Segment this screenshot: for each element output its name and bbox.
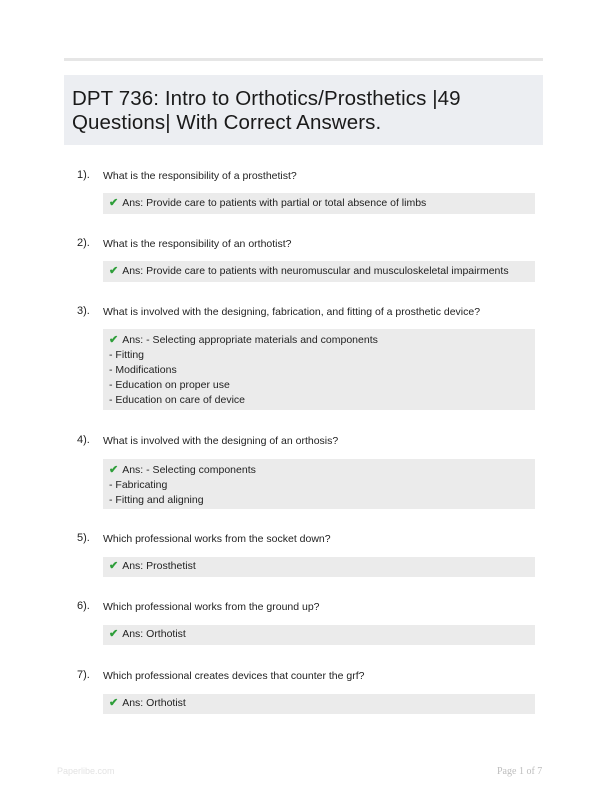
checkmark-icon: ✔ <box>109 464 119 476</box>
question-text: What is the responsibility of a prosthetist? <box>103 170 297 182</box>
answer-text: Ans: - Selecting components <box>122 464 256 476</box>
answer-box <box>103 557 535 577</box>
checkmark-icon: ✔ <box>109 560 119 572</box>
footer-watermark: Paperlibe.com <box>57 766 115 776</box>
top-divider <box>64 58 543 61</box>
answer-text: Ans: Orthotist <box>122 628 186 640</box>
answer-line <box>109 196 529 211</box>
answer-line: - Education on care of device <box>109 394 245 406</box>
checkmark-icon: ✔ <box>109 697 119 709</box>
checkmark-icon: ✔ <box>109 197 119 209</box>
answer-box <box>103 261 535 282</box>
question-number: 4). <box>77 434 90 446</box>
question-text: What is the responsibility of an orthotist? <box>103 238 292 250</box>
question-number: 7). <box>77 669 90 681</box>
question-number: 5). <box>77 532 90 544</box>
answer-text: Ans: - Selecting appropriate materials and components <box>122 334 378 346</box>
answer-line <box>109 627 529 642</box>
question-number: 1). <box>77 169 90 181</box>
answer-box <box>103 329 535 410</box>
answer-line: - Fitting <box>109 349 145 361</box>
answer-box <box>103 459 535 509</box>
answer-line <box>109 264 529 279</box>
answer-text: Ans: Orthotist <box>122 697 186 709</box>
page-number: Page 1 of 7 <box>497 766 543 777</box>
answer-box <box>103 193 535 214</box>
checkmark-icon: ✔ <box>109 628 119 640</box>
answer-line: - Fitting and aligning <box>109 494 204 506</box>
answer-line <box>109 559 529 574</box>
answer-text: Ans: Prosthetist <box>122 560 196 572</box>
question-text: Which professional creates devices that counter the grf? <box>103 670 365 682</box>
checkmark-icon: ✔ <box>109 334 119 346</box>
answer-line <box>109 463 529 478</box>
answer-line: - Education on proper use <box>109 379 230 391</box>
document-title: DPT 736: Intro to Orthotics/Prosthetics |49 Questions| With Correct Answers. <box>72 87 461 134</box>
question-number: 3). <box>77 305 90 317</box>
question-text: Which professional works from the socket down? <box>103 533 331 545</box>
answer-line: - Modifications <box>109 364 177 376</box>
question-text: What is involved with the designing, fabrication, and fitting of a prosthetic device? <box>103 306 481 318</box>
answer-text: Ans: Provide care to patients with neuromuscular and musculoskeletal impairments <box>122 265 509 277</box>
document-title-box <box>64 75 543 145</box>
answer-line <box>109 333 529 348</box>
answer-line <box>109 696 529 711</box>
question-number: 6). <box>77 600 90 612</box>
question-text: Which professional works from the ground up? <box>103 601 320 613</box>
answer-line: - Fabricating <box>109 479 168 491</box>
answer-box <box>103 625 535 645</box>
question-number: 2). <box>77 237 90 249</box>
checkmark-icon: ✔ <box>109 265 119 277</box>
answer-text: Ans: Provide care to patients with partial or total absence of limbs <box>122 197 427 209</box>
question-text: What is involved with the designing of an orthosis? <box>103 435 339 447</box>
answer-box <box>103 694 535 714</box>
